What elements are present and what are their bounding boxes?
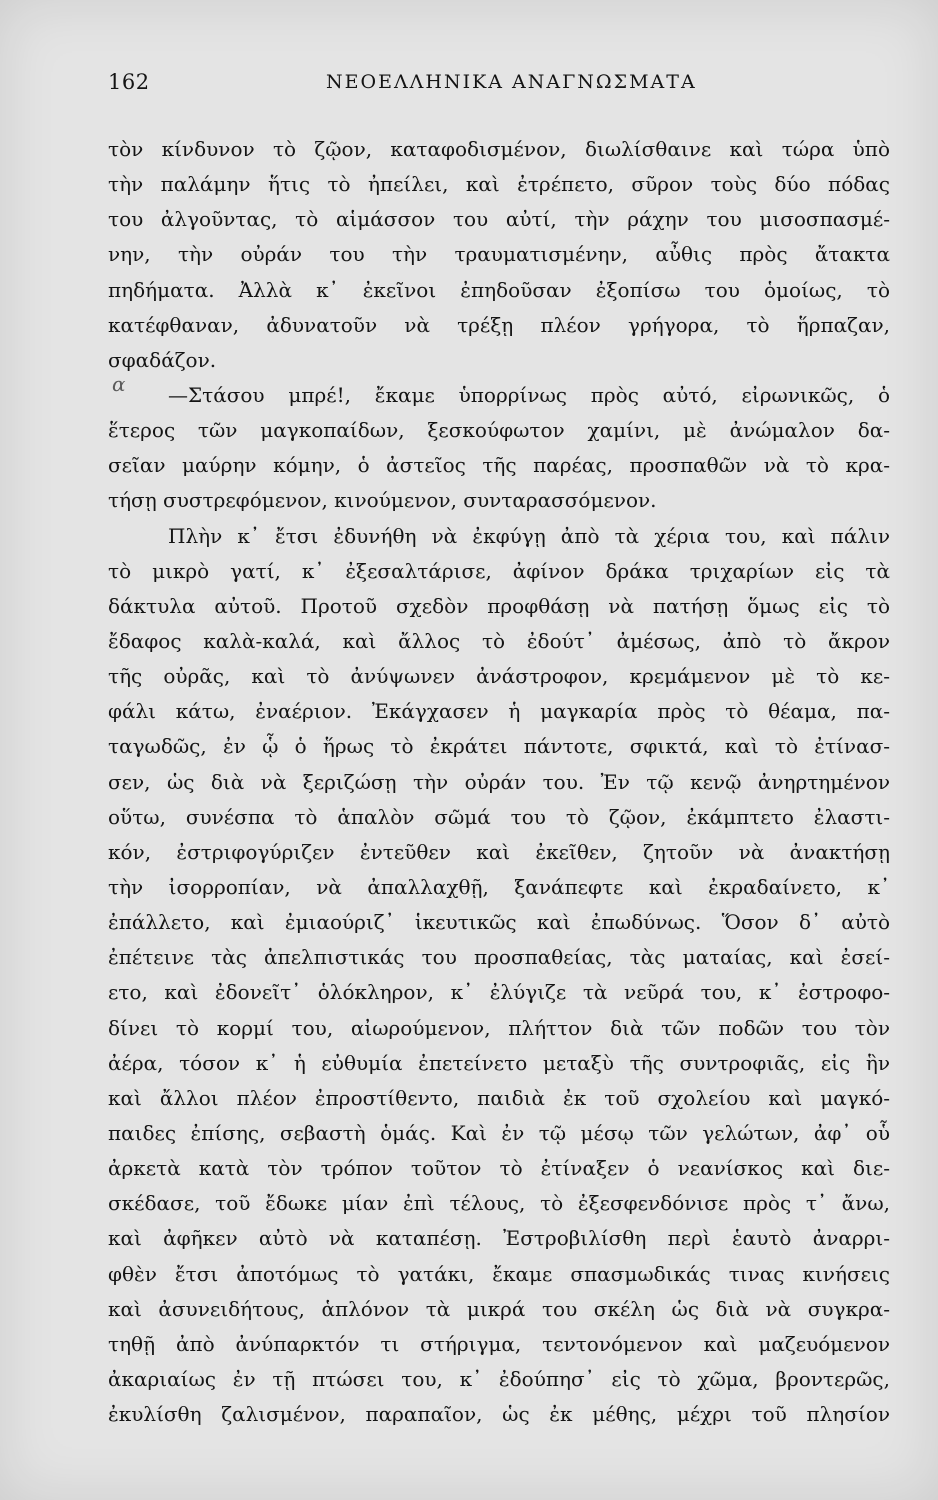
text-line: κόν, ἐστριφογύριζεν ἐντεῦθεν καὶ ἐκεῖθεν, ζητοῦν νὰ ἀνακτήσῃ <box>108 839 890 864</box>
running-title: ΝΕΟΕΛΛΗΝΙΚΑ ΑΝΑΓΝΩΣΜΑΤΑ <box>326 71 697 93</box>
text-line: πηδήματα. Ἀλλὰ κ᾽ ἐκεῖνοι ἐπηδοῦσαν ἐξοπίσω του ὁμοίως, τὸ <box>108 277 890 302</box>
text-line: Πλὴν κ᾽ ἔτσι ἐδυνήθη νὰ ἐκφύγῃ ἀπὸ τὰ χέρια του, καὶ πάλιν <box>168 523 890 548</box>
text-line: δάκτυλα αὐτοῦ. Προτοῦ σχεδὸν προφθάσῃ νὰ πατήσῃ ὅμως εἰς τὸ <box>108 593 890 618</box>
text-line: ἐπάλλετο, καὶ ἐμιαούριζ᾽ ἱκευτικῶς καὶ ἐπωδύνως. Ὅσον δ᾽ αὐτὸ <box>108 910 890 935</box>
text-line: τὴν παλάμην ἥτις τὸ ἠπείλει, καὶ ἐτρέπετο, σῦρον τοὺς δύο πόδας <box>108 172 890 197</box>
text-line: ἐκυλίσθη ζαλισμένον, παραπαῖον, ὡς ἐκ μέθης, μέχρι τοῦ πλησίον <box>108 1402 890 1427</box>
page-header <box>108 70 898 98</box>
text-line: σφαδάζον. <box>108 347 217 372</box>
text-line: τὴν ἰσορροπίαν, νὰ ἀπαλλαχθῇ, ξανάπεφτε καὶ ἐκραδαίνετο, κ᾽ <box>108 874 890 899</box>
text-line: τὸν κίνδυνον τὸ ζῷον, καταφοδισμένον, διωλίσθαινε καὶ τώρα ὑπὸ <box>108 137 890 161</box>
text-line: ἀκαριαίως ἐν τῇ πτώσει του, κ᾽ ἐδούπησ᾽ εἰς τὸ χῶμα, βροντερῶς, <box>108 1366 890 1391</box>
text-line: ἀρκετὰ κατὰ τὸν τρόπον τοῦτον τὸ ἐτίναξεν ὁ νεανίσκος καὶ διε- <box>108 1156 890 1181</box>
text-line: παιδες ἐπίσης, σεβαστὴ ὁμάς. Καὶ ἐν τῷ μέσῳ τῶν γελώτων, ἀφ᾽ οὗ <box>108 1120 890 1145</box>
text-line: σεν, ὡς διὰ νὰ ξεριζώσῃ τὴν οὐράν του. Ἐν τῷ κενῷ ἀνηρτημένον <box>108 769 890 794</box>
text-line: ετο, καὶ ἐδονεῖτ᾽ ὁλόκληρον, κ᾽ ἐλύγιζε τὰ νεῦρά του, κ᾽ ἐστροφο- <box>108 980 890 1005</box>
text-line: τὸ μικρὸ γατί, κ᾽ ἐξεσαλτάρισε, ἀφίνον δράκα τριχαρίων εἰς τὰ <box>108 558 890 583</box>
text-line: τήσῃ συστρεφόμενον, κινούμενον, συνταρασσόμενον. <box>108 488 657 513</box>
text-line: ἀέρα, τόσον κ᾽ ἡ εὐθυμία ἐπετείνετο μεταξὺ τῆς συντροφιᾶς, εἰς ἣν <box>108 1050 890 1075</box>
body-text <box>108 132 890 1432</box>
text-line: ἐπέτεινε τὰς ἀπελπιστικάς του προσπαθείας, τὰς ματαίας, καὶ ἐσεί- <box>108 945 890 970</box>
text-line: ἕτερος τῶν μαγκοπαίδων, ξεσκούφωτον χαμίνι, μὲ ἀνώμαλον δα- <box>108 418 890 443</box>
text-line: —Στάσου μπρέ!, ἔκαμε ὑπορρίνως πρὸς αὐτό, εἰρωνικῶς, ὁ <box>168 382 890 407</box>
text-line: τῆς οὐρᾶς, καὶ τὸ ἀνύψωνεν ἀνάστροφον, κρεμάμενον μὲ τὸ κε- <box>108 664 890 689</box>
text-line: καὶ ἀσυνειδήτους, ἁπλόνον τὰ μικρά του σκέλη ὡς διὰ νὰ συγκρα- <box>108 1296 890 1321</box>
text-line: ἔδαφος καλὰ-καλά, καὶ ἄλλος τὸ ἐδούτ᾽ ἀμέσως, ἀπὸ τὸ ἄκρον <box>108 628 890 653</box>
text-line: οὕτω, συνέσπα τὸ ἁπαλὸν σῶμά του τὸ ζῷον, ἐκάμπτετο ἐλαστι- <box>108 804 890 829</box>
text-line: κατέφθαναν, ἀδυνατοῦν νὰ τρέξῃ πλέον γρήγορα, τὸ ἥρπαζαν, <box>108 312 890 337</box>
page-number: 162 <box>108 70 150 94</box>
text-line: σεῖαν μαύρην κόμην, ὁ ἀστεῖος τῆς παρέας, προσπαθῶν νὰ τὸ κρα- <box>108 453 890 478</box>
text-line: τηθῇ ἀπὸ ἀνύπαρκτόν τι στήριγμα, τεντονόμενον καὶ μαζευόμενον <box>108 1331 890 1356</box>
text-line: φθὲν ἔτσι ἀποτόμως τὸ γατάκι, ἔκαμε σπασμωδικάς τινας κινήσεις <box>108 1261 890 1286</box>
text-line: φάλι κάτω, ἐναέριον. Ἐκάγχασεν ἡ μαγκαρία πρὸς τὸ θέαμα, πα- <box>108 699 890 724</box>
text-line: καὶ ἀφῆκεν αὐτὸ νὰ καταπέσῃ. Ἐστροβιλίσθη περὶ ἑαυτὸ ἀναρρι- <box>108 1226 890 1251</box>
text-line: νην, τὴν οὐράν του τὴν τραυματισμένην, αὖθις πρὸς ἄτακτα <box>108 242 890 267</box>
handwritten-margin-mark: α <box>112 372 126 396</box>
text-line: του ἀλγοῦντας, τὸ αἱμάσσον του αὐτί, τὴν ράχην του μισοσπασμέ- <box>108 207 890 232</box>
text-line: ταγωδῶς, ἐν ᾧ ὁ ἥρως τὸ ἐκράτει πάντοτε, σφικτά, καὶ τὸ ἐτίνασ- <box>108 734 890 759</box>
text-line: σκέδασε, τοῦ ἔδωκε μίαν ἐπὶ τέλους, τὸ ἐξεσφενδόνισε πρὸς τ᾽ ἄνω, <box>108 1191 890 1216</box>
text-line: καὶ ἄλλοι πλέον ἐπροστίθεντο, παιδιὰ ἐκ τοῦ σχολείου καὶ μαγκό- <box>108 1085 890 1110</box>
text-line: δίνει τὸ κορμί του, αἰωρούμενον, πλήττον διὰ τῶν ποδῶν του τὸν <box>108 1015 890 1040</box>
